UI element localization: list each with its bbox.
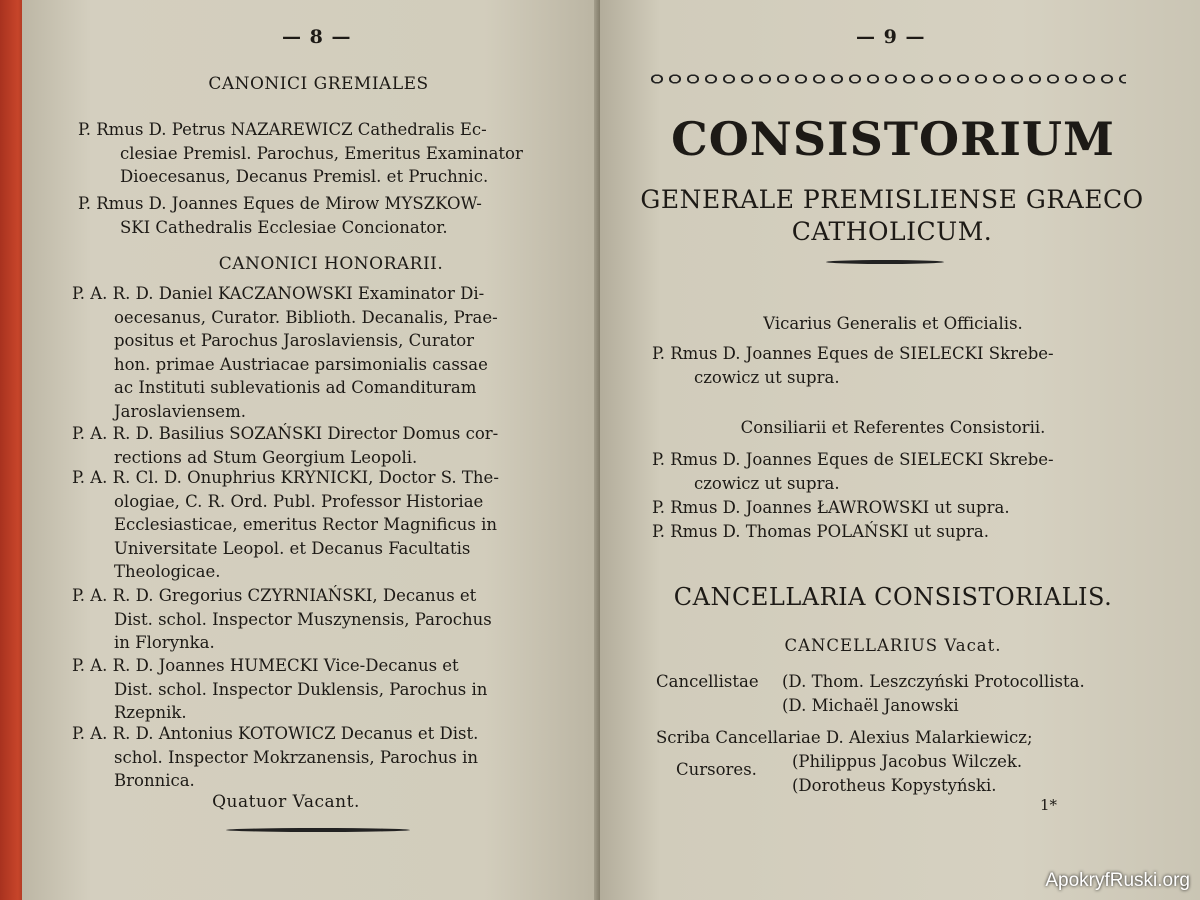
entry-czyrnianski: P. A. R. D. Gregorius CZYRNIAŃSKI, Decanus et Dist. schol. Inspector Muszynensis, Parochus in Florynka.	[72, 586, 492, 652]
entry-krynicki: P. A. R. Cl. D. Onuphrius KRYNICKI, Doctor S. The- ologiae, C. R. Ord. Publ. Professor Historiae Ecclesiasticae, emeritus Rector Magnificus in Universitate Leopol. et Decanus Facultatis Theologicae.	[72, 468, 499, 581]
cancellistae-label: Cancellistae	[656, 672, 759, 691]
entry-kotowicz: P. A. R. D. Antonius KOTOWICZ Decanus et Dist. schol. Inspector Mokrzanensis, Parochus in Bronnica.	[72, 724, 479, 790]
ornamental-chain-border	[648, 72, 1126, 88]
title-rule	[826, 260, 944, 264]
site-watermark: ApokryfRuski.org	[1045, 870, 1190, 891]
heading-honorarii: CANONICI HONORARII.	[218, 254, 444, 274]
cancellista-janowski: (D. Michaël Janowski	[782, 696, 959, 715]
subtitle-line2: CATHOLICUM.	[791, 217, 993, 246]
cursor-kopystynski: (Dorotheus Kopystyński.	[792, 776, 997, 795]
entry-humecki: P. A. R. D. Joannes HUMECKI Vice-Decanus et Dist. schol. Inspector Duklensis, Parochus in Rzepnik.	[72, 656, 488, 722]
entry-consiliarius-lawrowski: P. Rmus D. Joannes ŁAWROWSKI ut supra.	[652, 498, 1010, 517]
entry-kaczanowski: P. A. R. D. Daniel KACZANOWSKI Examinator Di- oecesanus, Curator. Biblioth. Decanalis, Prae- positus et Parochus Jaroslaviensis, Curator hon. primae Austriacae parsimonialis cassae ac Instituti sublevationis ad Comandituram Jaroslaviensem.	[72, 284, 498, 421]
cursores-label: Cursores.	[676, 760, 757, 779]
vicarius-heading: Vicarius Generalis et Officialis.	[763, 314, 1023, 333]
entry-consiliarius-sielecki: P. Rmus D. Joannes Eques de SIELECKI Skrebe- czowicz ut supra.	[652, 450, 1054, 493]
heading-gremiales: CANONICI GREMIALES	[208, 74, 429, 94]
entry-nazarewicz: P. Rmus D. Petrus NAZAREWICZ Cathedralis Ec- clesiae Premisl. Parochus, Emeritus Examinator Dioecesanus, Decanus Premisl. et Pruchnic.	[78, 120, 523, 186]
entry-vicarius-sielecki: P. Rmus D. Joannes Eques de SIELECKI Skrebe- czowicz ut supra.	[652, 344, 1054, 387]
page-number-right: — 9 —	[856, 26, 926, 48]
page-number-left: — 8 —	[282, 26, 352, 48]
cancellaria-title: CANCELLARIA CONSISTORIALIS.	[673, 583, 1113, 611]
signature-mark: 1*	[1040, 796, 1058, 814]
entry-sozanski: P. A. R. D. Basilius SOZAŃSKI Director Domus cor- rections ad Stum Georgium Leopoli.	[72, 424, 499, 467]
subtitle-line1: GENERALE PREMISLIENSE GRAECO	[640, 185, 1144, 214]
title-consistorium: CONSISTORIUM	[671, 112, 1115, 166]
closing-rule-left	[226, 828, 410, 832]
cursor-wilczek: (Philippus Jacobus Wilczek.	[792, 752, 1023, 771]
entry-consiliarius-polanski: P. Rmus D. Thomas POLAŃSKI ut supra.	[652, 522, 990, 541]
cancellarius-vacat: CANCELLARIUS Vacat.	[784, 636, 1002, 655]
scriba-malarkiewicz: Scriba Cancellariae D. Alexius Malarkiewicz;	[656, 728, 1033, 747]
footer-quatuor-vacant: Quatuor Vacant.	[212, 792, 360, 812]
entry-myszkowski: P. Rmus D. Joannes Eques de Mirow MYSZKOW- SKI Cathedralis Ecclesiae Concionator.	[78, 194, 482, 237]
consiliarii-heading: Consiliarii et Referentes Consistorii.	[740, 418, 1046, 437]
cancellista-leszczynski: (D. Thom. Leszczyński Protocollista.	[782, 672, 1085, 691]
